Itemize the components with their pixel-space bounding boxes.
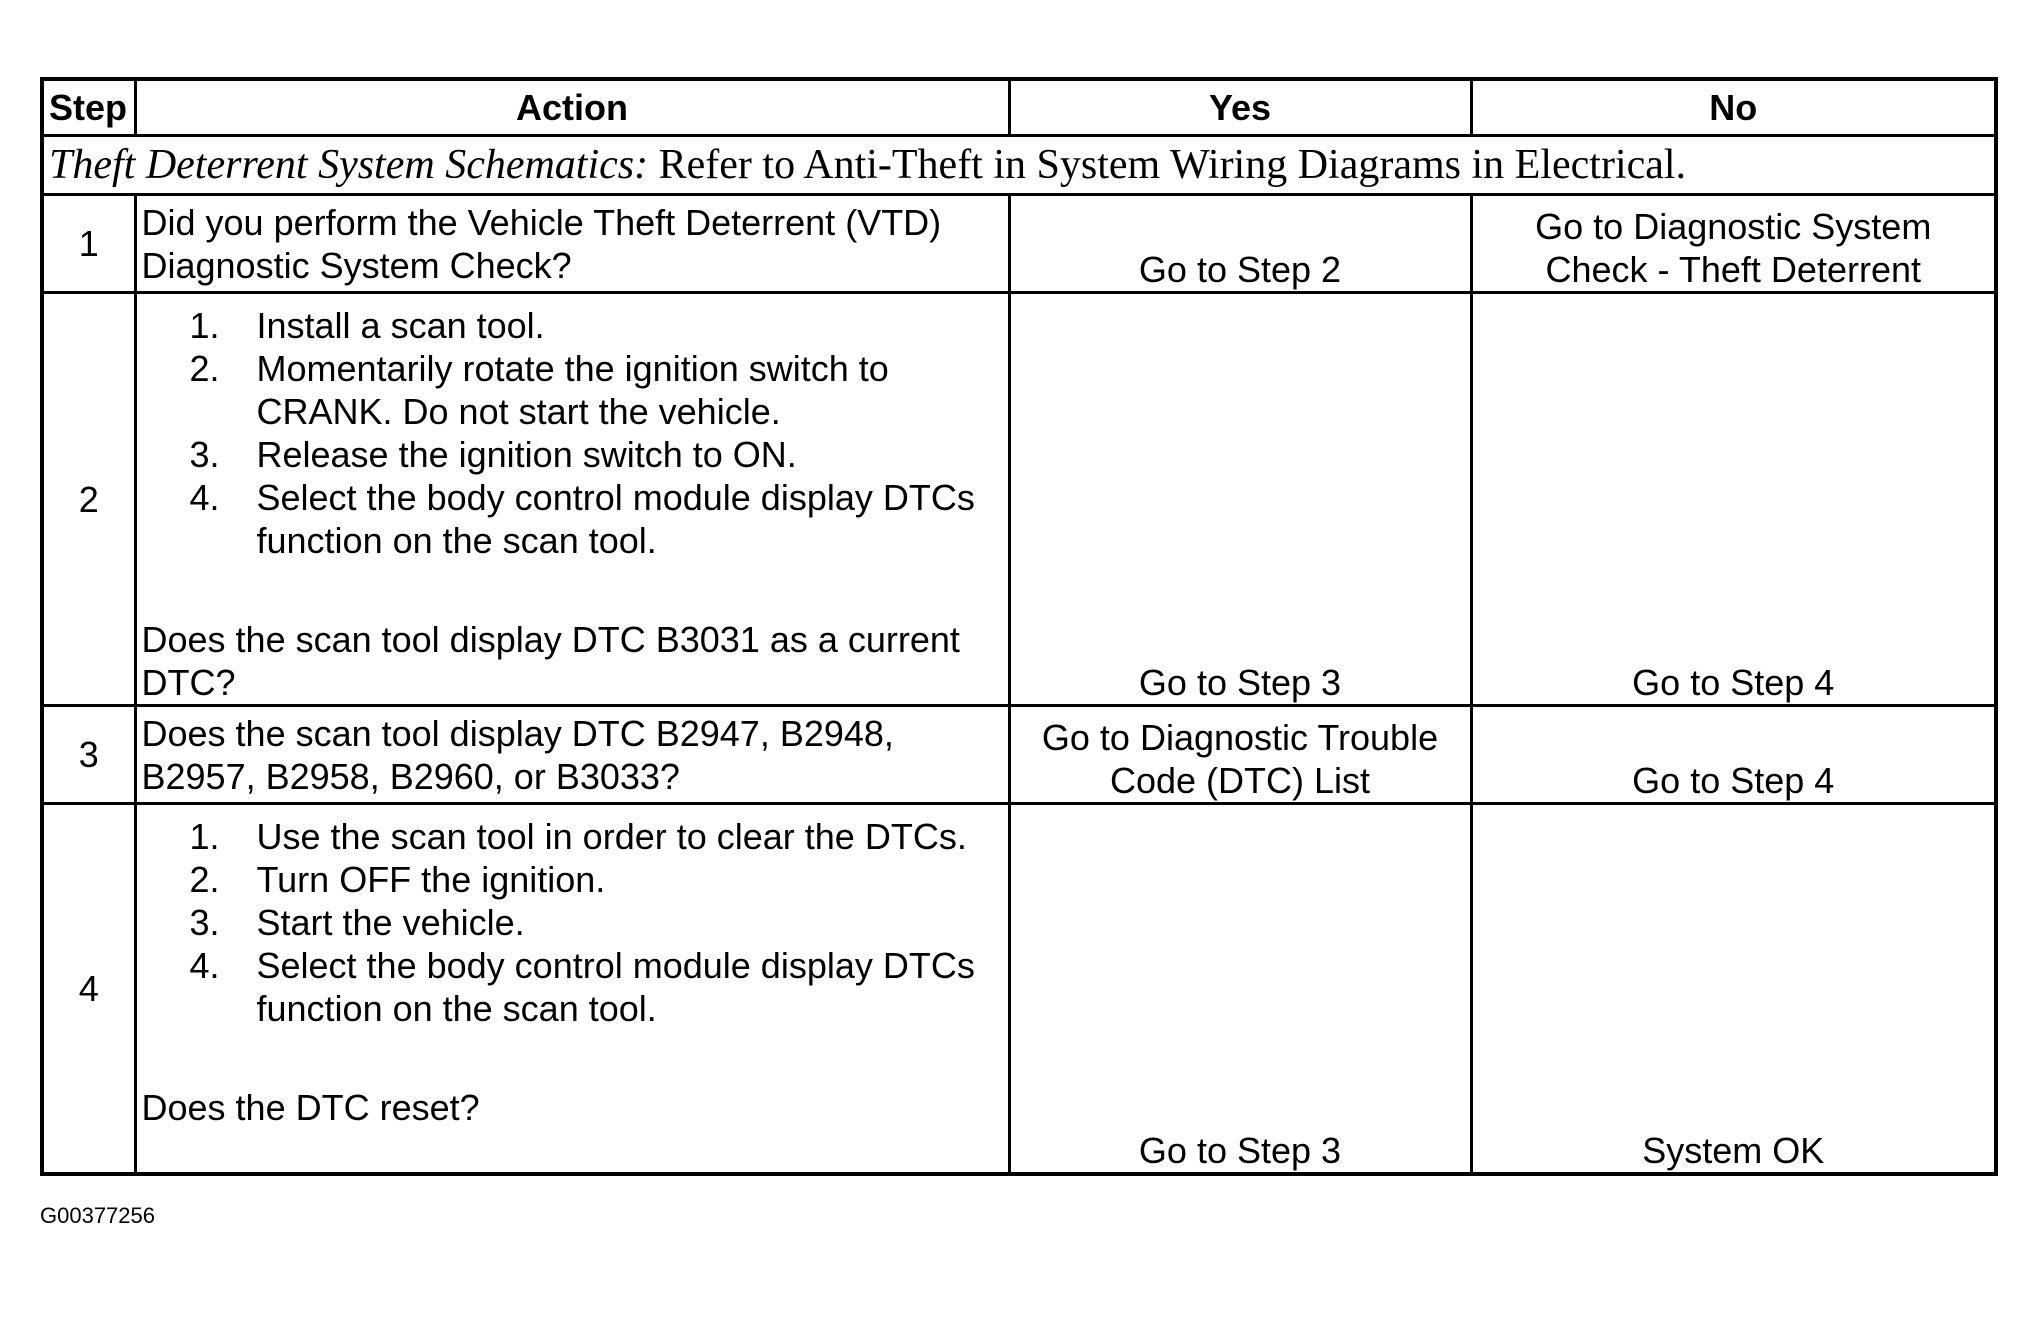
action-step-number: 1. xyxy=(189,816,220,857)
action-question: Does the scan tool display DTC B2947, B2948, B2957, B2958, B2960, or B3033? xyxy=(141,713,894,797)
action-step-text: Select the body control module display DTCs function on the scan tool. xyxy=(256,477,975,561)
figure-id: G00377256 xyxy=(40,1203,155,1228)
action-step-number: 2. xyxy=(189,859,220,900)
action-question: Does the DTC reset? xyxy=(141,1087,480,1128)
action-step-number: 4. xyxy=(189,477,220,518)
yes-result: Go to Step 3 xyxy=(1009,804,1471,1174)
action-step-number: 1. xyxy=(189,305,220,346)
action-step xyxy=(142,944,1008,1030)
action-step xyxy=(142,858,1008,901)
schematics-label: Theft Deterrent System Schematics: xyxy=(49,142,649,188)
action-step xyxy=(142,815,1008,858)
action-cell xyxy=(135,195,1009,293)
diagnostic-table xyxy=(40,77,1998,1176)
header-yes: Yes xyxy=(1009,79,1471,136)
header-no: No xyxy=(1471,79,1996,136)
yes-result xyxy=(1009,706,1471,804)
action-step-number: 2. xyxy=(189,348,220,389)
table-row xyxy=(42,195,1996,293)
step-number: 3 xyxy=(42,706,135,804)
action-step-number: 4. xyxy=(189,945,220,986)
action-step-text: Install a scan tool. xyxy=(256,305,545,346)
header-step: Step xyxy=(42,79,135,136)
action-step-number: 3. xyxy=(189,434,220,475)
action-step-text: Use the scan tool in order to clear the DTCs. xyxy=(256,816,967,857)
action-step-text: Momentarily rotate the ignition switch to CRANK. Do not start the vehicle. xyxy=(256,348,889,432)
action-step-number: 3. xyxy=(189,902,220,943)
action-step-text: Select the body control module display DTCs function on the scan tool. xyxy=(256,945,975,1029)
yes-result: Go to Step 3 xyxy=(1009,293,1471,706)
table-row xyxy=(42,804,1996,1174)
step-number: 4 xyxy=(42,804,135,1174)
no-result: Go to Step 4 xyxy=(1471,293,1996,706)
action-cell xyxy=(135,804,1009,1174)
no-result: System OK xyxy=(1471,804,1996,1174)
header-action: Action xyxy=(135,79,1009,136)
action-step-text: Release the ignition switch to ON. xyxy=(256,434,797,475)
action-steps-list xyxy=(142,815,1008,1030)
no-result: Go to Step 4 xyxy=(1471,706,1996,804)
schematics-text: Refer to Anti-Theft in System Wiring Diagrams in Electrical. xyxy=(648,142,1687,188)
action-step-text: Start the vehicle. xyxy=(256,902,525,943)
step-number: 1 xyxy=(42,195,135,293)
action-step xyxy=(142,433,1008,476)
action-step xyxy=(142,304,1008,347)
schematics-note xyxy=(42,136,1996,195)
no-result-text: Go to Diagnostic System Check - Theft Deterrent xyxy=(1535,206,1932,290)
action-step xyxy=(142,476,1008,562)
no-result xyxy=(1471,195,1996,293)
header-row xyxy=(42,79,1996,136)
action-question: Did you perform the Vehicle Theft Deterrent (VTD) Diagnostic System Check? xyxy=(141,202,942,286)
action-question: Does the scan tool display DTC B3031 as a current DTC? xyxy=(141,619,960,703)
table-row xyxy=(42,706,1996,804)
action-step-text: Turn OFF the ignition. xyxy=(256,859,606,900)
action-step xyxy=(142,347,1008,433)
yes-result-text: Go to Diagnostic Trouble Code (DTC) List xyxy=(1041,717,1439,801)
yes-result: Go to Step 2 xyxy=(1009,195,1471,293)
action-step xyxy=(142,901,1008,944)
schematics-row xyxy=(42,136,1996,195)
action-steps-list xyxy=(142,304,1008,562)
step-number: 2 xyxy=(42,293,135,706)
table-row xyxy=(42,293,1996,706)
action-cell xyxy=(135,706,1009,804)
action-cell xyxy=(135,293,1009,706)
